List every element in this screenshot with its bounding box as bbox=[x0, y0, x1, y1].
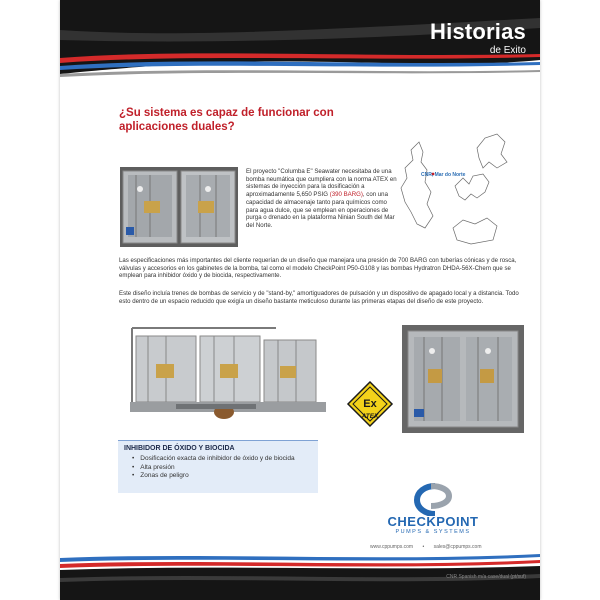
pump-skid-photo bbox=[126, 322, 332, 422]
intro-paragraph bbox=[246, 168, 398, 230]
checkpoint-logo-mark-icon bbox=[373, 482, 493, 516]
product-features-box bbox=[118, 440, 318, 493]
headline: ¿Su sistema es capaz de funcionar con aplicaciones duales? bbox=[119, 107, 334, 133]
feature-item: • Dosificación exacta de inhibidor de óxido y de biocida bbox=[132, 455, 295, 464]
design-paragraph: Este diseño incluía trenes de bombas de servicio y de "stand-by," amortiguadores de pulsación y un dispositivo de apagado local y a distancia. Todo esto dentro de un espacio reducido que exigía un diseño bastante meticuloso durante las primeras etapas del diseño de este proyecto. bbox=[119, 290, 519, 305]
features-title: INHIBIDOR DE ÓXIDO Y BIOCIDA bbox=[124, 445, 235, 452]
north-sea-map bbox=[393, 128, 513, 248]
feature-item: • Alta presión bbox=[132, 464, 295, 473]
header-subtitle: de Exito bbox=[489, 45, 526, 56]
atex-icon bbox=[346, 380, 394, 428]
website-text: www.cppumps.com bbox=[370, 544, 414, 550]
pump-cabinet-photo-top bbox=[120, 167, 238, 247]
features-list bbox=[132, 455, 295, 481]
intro-text-start: El proyecto "Columba E" Seawater necesitaba de una bomba neumática que cumpliera con la norma ATEX en sistemas de inyección para la dosificación a aproximadamente 5,650 PSIG bbox=[246, 168, 397, 199]
specifications-paragraph: Las especificaciones más importantes del cliente requerían de un diseño que manejara una presión de 700 BARG con tuberías cónicas y de rosca, válvulas y accesorios en los gabinetes de la bomba, tal como el modelo CheckPoint P50-G108 y las bombas Hydratron DHDA-56X-Chem que se emplean para inhibidor óxido y de biocida, respectivamente. bbox=[119, 257, 517, 280]
header-title: Historias bbox=[430, 19, 526, 44]
atex-symbol-text: Ex bbox=[363, 398, 377, 410]
atex-label-text: ATEX bbox=[361, 413, 379, 420]
logo-name: CHECKPOINT bbox=[387, 514, 479, 529]
header-banner bbox=[60, 0, 540, 92]
logo-tagline: PUMPS & SYSTEMS bbox=[395, 529, 471, 535]
contact-separator: • bbox=[422, 544, 425, 550]
checkpoint-logo bbox=[373, 482, 493, 542]
feature-item: • Zonas de peligro bbox=[132, 472, 295, 481]
footer-note: CNR Spanish m/a case/dual (pt/suf) bbox=[446, 574, 526, 580]
intro-highlight-pressure: (390 BARG) bbox=[329, 191, 363, 199]
email-text: sales@cppumps.com bbox=[433, 544, 482, 550]
map-label: CNR, Mar do Norte bbox=[421, 172, 466, 178]
intro-text-end: , con una capacidad de almacenaje tanto para químicos como para agua dulce, que se emplean en operaciones de purga o drenado en la plataforma Ninian South del Mar del Norte. bbox=[246, 191, 395, 229]
document-page bbox=[60, 0, 540, 600]
header-swoosh-graphic bbox=[60, 0, 540, 92]
pump-cabinet-photo-right bbox=[402, 325, 524, 433]
